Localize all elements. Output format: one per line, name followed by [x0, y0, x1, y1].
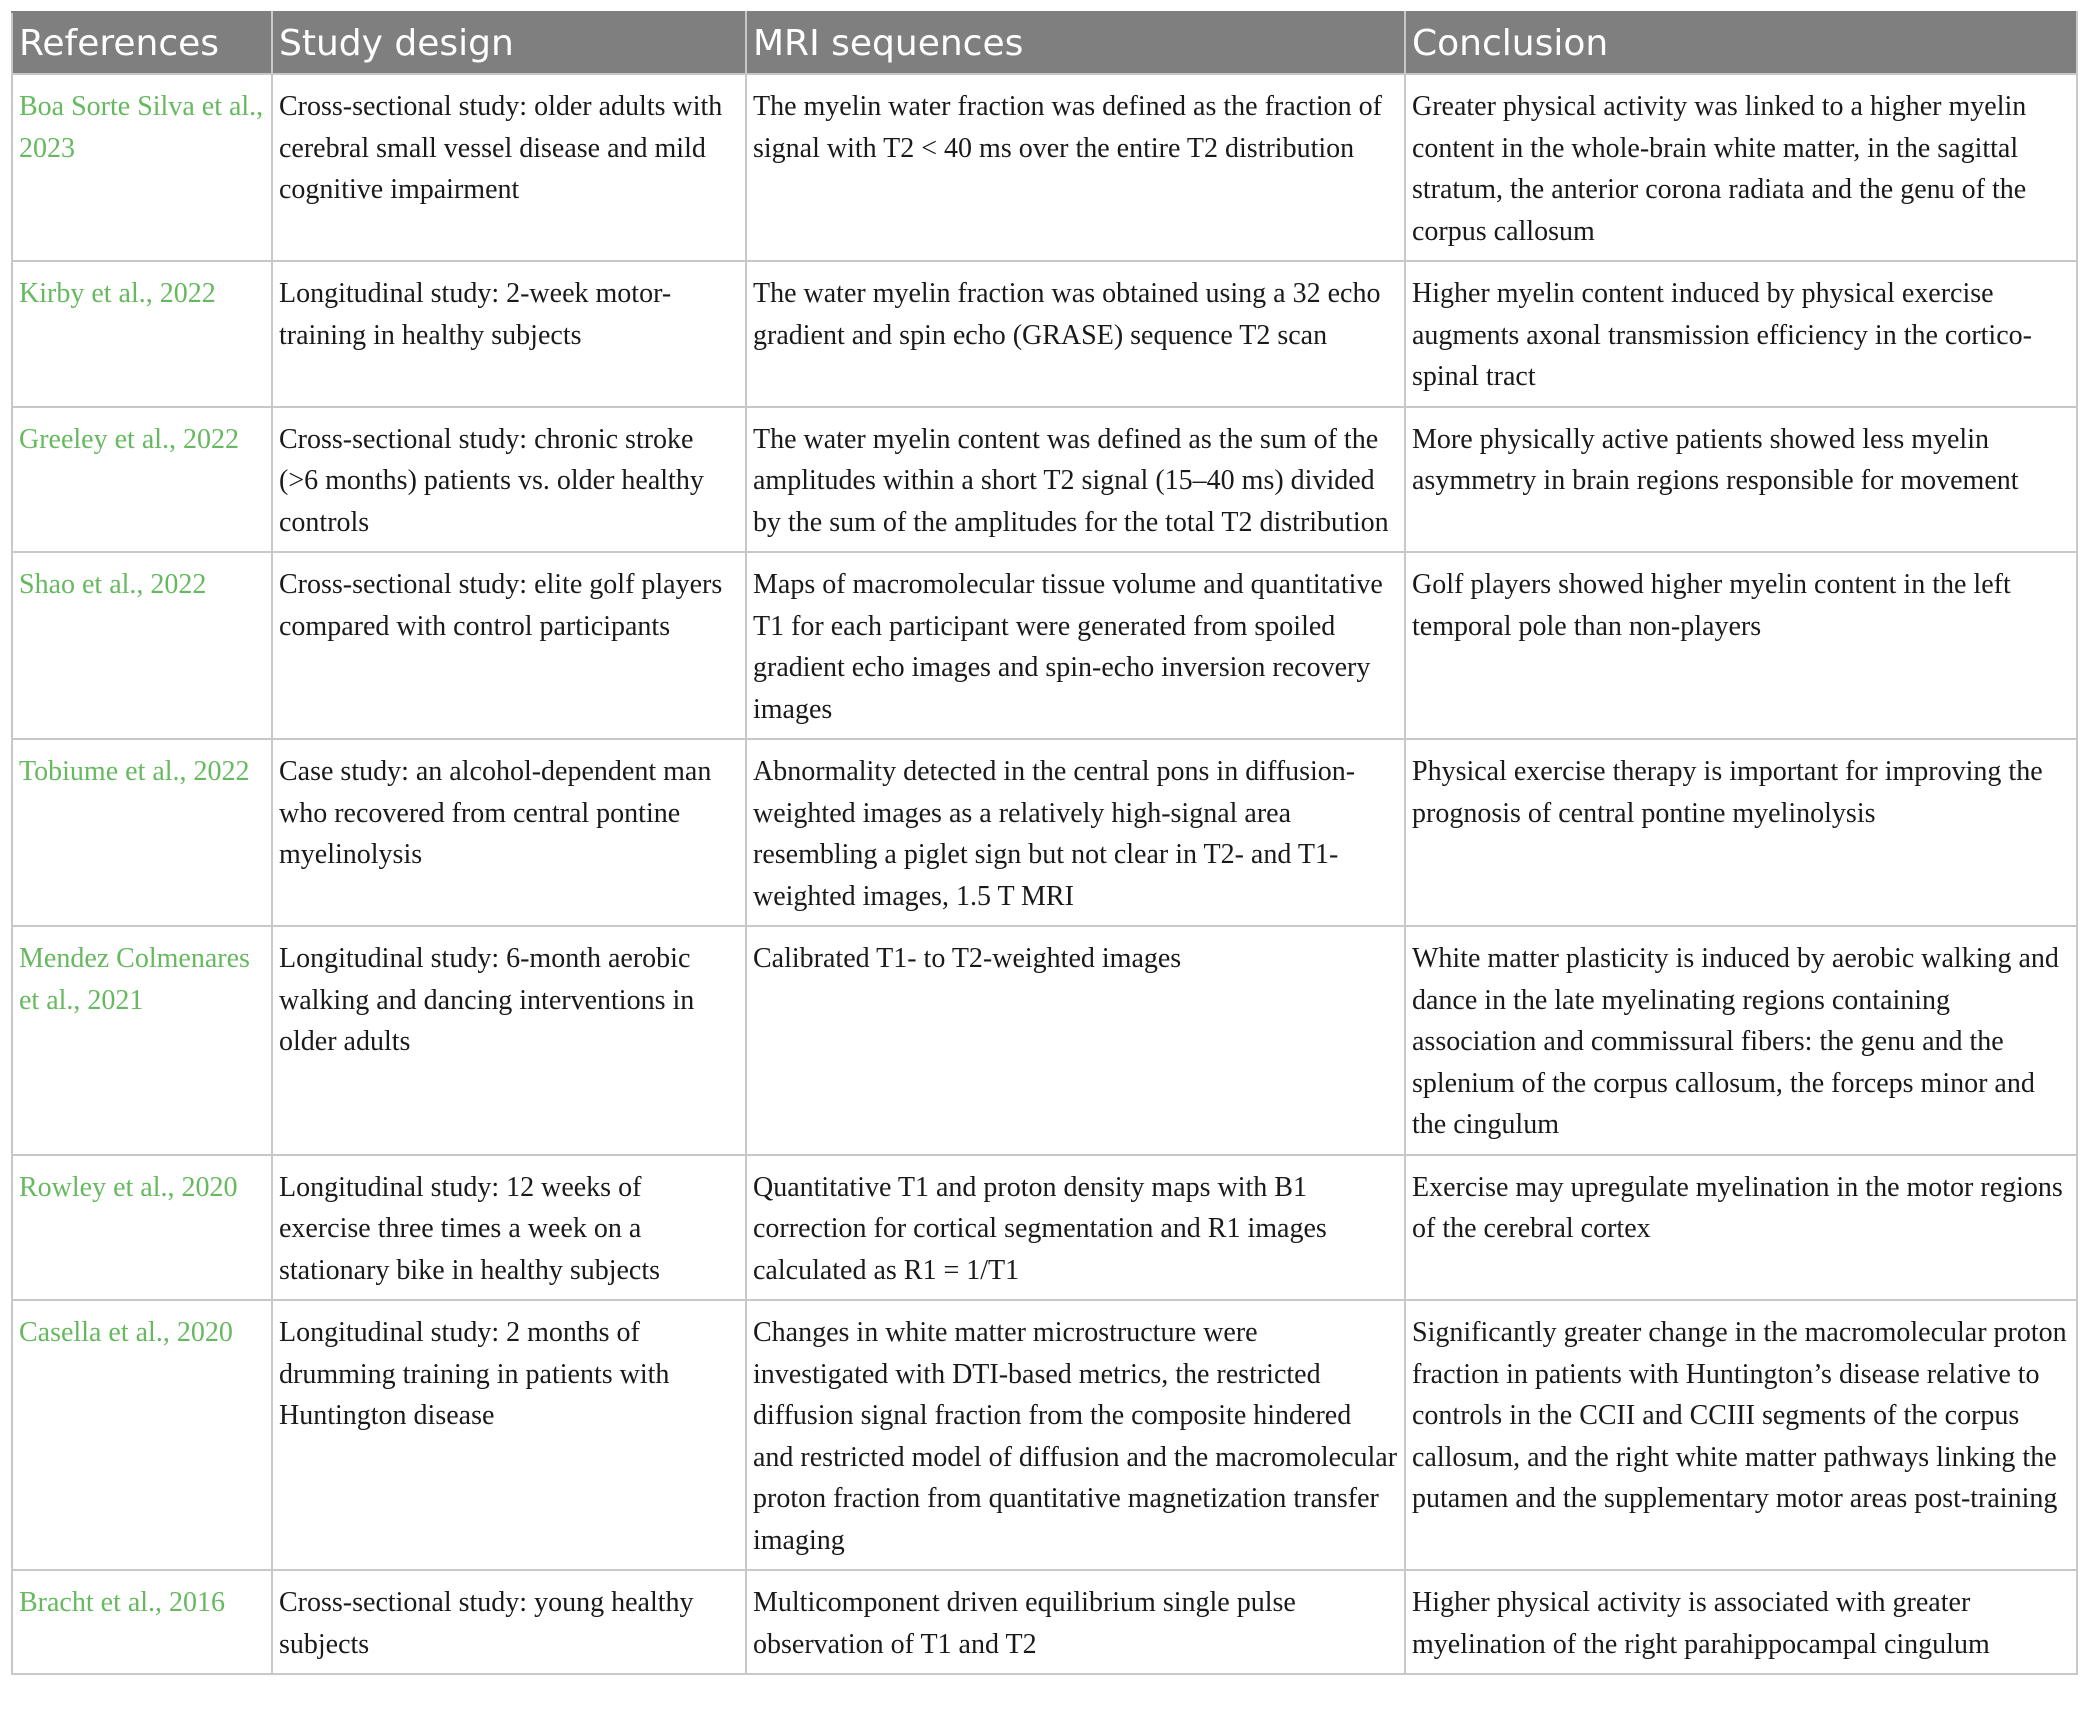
conclusion-cell: Greater physical activity was linked to a higher myelin content in the whole-brain white matter, in the sagittal stratum, the anterior corona radiata and the genu of the corpus callosum [1405, 74, 2077, 261]
table-row [12, 1155, 2077, 1301]
header-mri-sequences: MRI sequences [746, 12, 1405, 74]
table-row [12, 552, 2077, 739]
reference-link[interactable]: Greeley et al., 2022 [12, 407, 272, 553]
study-design-cell: Cross-sectional study: elite golf players compared with control participants [272, 552, 746, 739]
table-body [12, 74, 2077, 1674]
table-row [12, 1300, 2077, 1570]
mri-sequences-cell: Abnormality detected in the central pons in diffusion-weighted images as a relatively high-signal area resembling a piglet sign but not clear in T2- and T1-weighted images, 1.5 T MRI [746, 739, 1405, 926]
table-header [12, 12, 2077, 74]
study-design-cell: Longitudinal study: 2-week motor-training in healthy subjects [272, 261, 746, 407]
conclusion-cell: Exercise may upregulate myelination in the motor regions of the cerebral cortex [1405, 1155, 2077, 1301]
conclusion-cell: Significantly greater change in the macromolecular proton fraction in patients with Huntington’s disease relative to controls in the CCII and CCIII segments of the corpus callosum, and the right white matter pathways linking the putamen and the supplementary motor areas post-training [1405, 1300, 2077, 1570]
conclusion-cell: Higher myelin content induced by physical exercise augments axonal transmission efficiency in the cortico-spinal tract [1405, 261, 2077, 407]
conclusion-cell: White matter plasticity is induced by aerobic walking and dance in the late myelinating regions containing association and commissural fibers: the genu and the splenium of the corpus callosum, the forceps minor and the cingulum [1405, 926, 2077, 1155]
conclusion-cell: Golf players showed higher myelin content in the left temporal pole than non-players [1405, 552, 2077, 739]
conclusion-cell: Physical exercise therapy is important for improving the prognosis of central pontine myelinolysis [1405, 739, 2077, 926]
conclusion-cell: More physically active patients showed less myelin asymmetry in brain regions responsible for movement [1405, 407, 2077, 553]
study-design-cell: Case study: an alcohol-dependent man who recovered from central pontine myelinolysis [272, 739, 746, 926]
mri-sequences-cell: Maps of macromolecular tissue volume and quantitative T1 for each participant were generated from spoiled gradient echo images and spin-echo inversion recovery images [746, 552, 1405, 739]
mri-sequences-cell: Quantitative T1 and proton density maps with B1 correction for cortical segmentation and R1 images calculated as R1 = 1/T1 [746, 1155, 1405, 1301]
header-row [12, 12, 2077, 74]
reference-link[interactable]: Kirby et al., 2022 [12, 261, 272, 407]
header-study-design: Study design [272, 12, 746, 74]
reference-link[interactable]: Casella et al., 2020 [12, 1300, 272, 1570]
table-row [12, 1570, 2077, 1674]
reference-link[interactable]: Shao et al., 2022 [12, 552, 272, 739]
study-design-cell: Cross-sectional study: chronic stroke (>6 months) patients vs. older healthy controls [272, 407, 746, 553]
reference-link[interactable]: Rowley et al., 2020 [12, 1155, 272, 1301]
study-design-cell: Cross-sectional study: older adults with cerebral small vessel disease and mild cognitive impairment [272, 74, 746, 261]
mri-sequences-cell: The water myelin content was defined as the sum of the amplitudes within a short T2 signal (15–40 ms) divided by the sum of the amplitudes for the total T2 distribution [746, 407, 1405, 553]
studies-table-container [11, 11, 2076, 1675]
reference-link[interactable]: Tobiume et al., 2022 [12, 739, 272, 926]
study-design-cell: Longitudinal study: 6-month aerobic walking and dancing interventions in older adults [272, 926, 746, 1155]
conclusion-cell: Higher physical activity is associated with greater myelination of the right parahippocampal cingulum [1405, 1570, 2077, 1674]
reference-link[interactable]: Boa Sorte Silva et al., 2023 [12, 74, 272, 261]
table-row [12, 407, 2077, 553]
study-design-cell: Cross-sectional study: young healthy subjects [272, 1570, 746, 1674]
mri-sequences-cell: The water myelin fraction was obtained using a 32 echo gradient and spin echo (GRASE) sequence T2 scan [746, 261, 1405, 407]
table-row [12, 926, 2077, 1155]
table-row [12, 739, 2077, 926]
studies-table [11, 11, 2078, 1675]
mri-sequences-cell: Multicomponent driven equilibrium single pulse observation of T1 and T2 [746, 1570, 1405, 1674]
mri-sequences-cell: The myelin water fraction was defined as the fraction of signal with T2 < 40 ms over the entire T2 distribution [746, 74, 1405, 261]
mri-sequences-cell: Calibrated T1- to T2-weighted images [746, 926, 1405, 1155]
reference-link[interactable]: Mendez Colmenares et al., 2021 [12, 926, 272, 1155]
header-conclusion: Conclusion [1405, 12, 2077, 74]
study-design-cell: Longitudinal study: 12 weeks of exercise three times a week on a stationary bike in healthy subjects [272, 1155, 746, 1301]
mri-sequences-cell: Changes in white matter microstructure were investigated with DTI-based metrics, the restricted diffusion signal fraction from the composite hindered and restricted model of diffusion and the macromolecular proton fraction from quantitative magnetization transfer imaging [746, 1300, 1405, 1570]
table-row [12, 261, 2077, 407]
table-row [12, 74, 2077, 261]
reference-link[interactable]: Bracht et al., 2016 [12, 1570, 272, 1674]
study-design-cell: Longitudinal study: 2 months of drumming training in patients with Huntington disease [272, 1300, 746, 1570]
header-references: References [12, 12, 272, 74]
